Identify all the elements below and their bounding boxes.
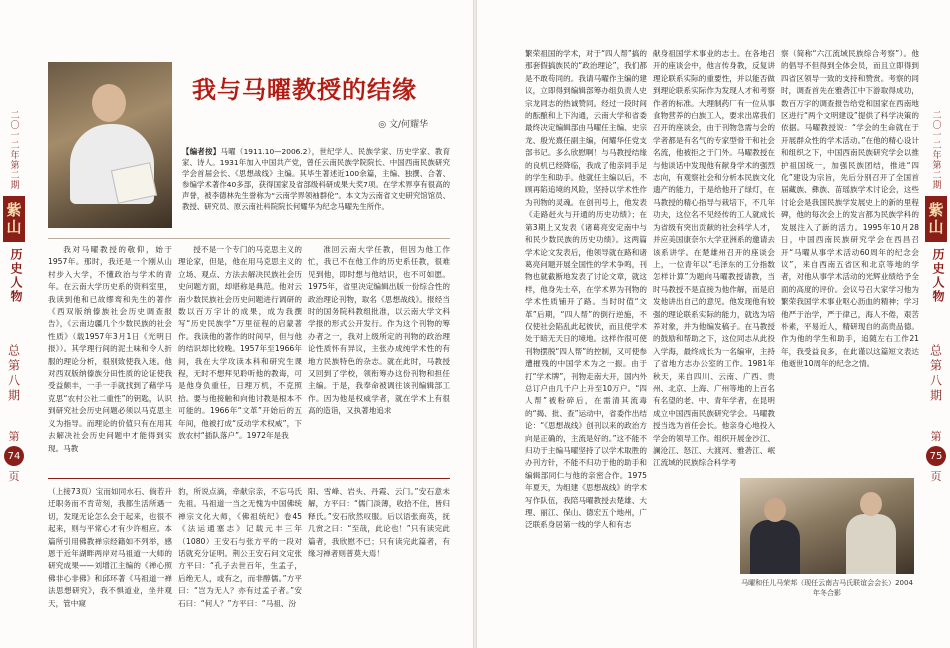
- photo-person-1-body: [750, 520, 800, 574]
- paragraph: 阳、雪峰、岩头、丹霞、云门。”安石意未解，方平曰：“儒门淡薄，收拾不住，皆归释氏。”安石欣然叹服。后以语张商英，抚几赏之曰：“至哉，此论也！”只有读完此篇者，我欣慰不已；只有读完此篇者，有缘习禅者则普莫大焉！: [308, 487, 450, 559]
- body-column-3: [781, 48, 919, 458]
- editor-note: [182, 146, 450, 212]
- body-column-3: [308, 244, 450, 470]
- body-column-2: [178, 244, 302, 470]
- page-suffix: 页: [930, 470, 942, 483]
- page-number-block: [4, 428, 24, 484]
- paragraph: 授不是一个专门的马克思主义的理论家，但是，他在用马克思主义的立场、观点、方法去解决民族社会历史问题方面，却堪称是典范。他对云南少数民族社会历史问题进行调研的数以百万字计的成果，成为我撰写“历史民族学”万里征程的启蒙著作。我读他的著作的时间早，但与他的结识却比较晚。1957年至1966年间，我在大学攻读本科和研究生课程，无时不想拜见聆听他的教诲，可是他身负重任，日理万机，不克照拾。要与他接触和向他讨教是根本不可能的。1966年“文革”开始后的五年间，他被打成“反动学术权威”，下放农村“插队落户”。1972年是我: [178, 245, 302, 441]
- page-prefix: 第: [8, 430, 20, 443]
- right-side-strip: [924, 110, 948, 484]
- page-number: 74: [4, 446, 24, 466]
- article-author: ◎ 文/何耀华: [378, 120, 428, 130]
- portrait-head: [92, 84, 126, 122]
- page-number-block: [926, 428, 946, 484]
- paragraph: 献身祖国学术事业的志士。在各地召开的座谈会中，他言传身教，反复讲理论联系实际的重要性，并以能否做到理论联系实际作为发现人才和考察作者的标准。大理制药厂有一位从事食物营养的白族工人，要求出席我们召开的座谈会，由于刊物急需与会的学者都是有名气的专家型骨干和社会名流，他被拒之于门外。马曜教授在与他谈话中发现他有献身学术的强烈志向，有观察社会和分析本民族文化遗产的能力，于是给他开了绿灯，在马教授的精心指导与栽培下，不几年功夫，这位名不见经传的工人就成长为省级有突出贡献的社会科学人才，并应美国康奈尔大学亚洲系的邀请去该系讲学。在楚雄州召开的座谈会上，一位青年以“毛泽东的工分指数怎样计算”为题向马曜教授请教，当时马教授不是直接为他作解，而是启发他讲出自己的意见。他发现他有较强的理论联系实际的能力，就选为培养对象，并为他编发稿子。在马教授的鼓励和帮助之下，这位同志从此投入学海，最终成长为一名编审，主持了省地方志办公室的工作。1981年秋天，来自四川、云南、广西、贵州、北京、上海、广州等地的上百名有名望的老、中、青年学者，在昆明成立中国西南民族研究学会。马曜教授当选为首任会长。他亲身心地投入学会的领导工作。组织开展金沙江、澜沧江、怒江、大渡河、雅砻江、岷江流域的民族综合科学考: [653, 49, 775, 468]
- continued-column-2: [178, 486, 302, 626]
- photo-person-1-head: [764, 498, 786, 522]
- section-divider: [48, 478, 450, 479]
- body-column-1: [48, 244, 172, 470]
- total-issue: 总第八期: [6, 344, 21, 404]
- editor-note-text: 马曜（1911.10—2006.2），世纪学人、民族学家、历史学家、教育家、诗人。1931年加入中国共产党，曾任云南民族学院院长、中国西南民族研究学会首届会长、《思想战线》主编。其毕生著述近100余篇，主编、独撰、合著、参编学术著作40多部，获得国家及省部级科研成果大奖7项。在学术界享有很高的声誉，被李德林先生誉称为“云南学界领袖群伦”。本文为云南省文史研究馆馆员、教授、研究员、原云南社科院院长何耀华为纪念马曜先生所作。: [182, 147, 450, 211]
- page-prefix: 第: [930, 430, 942, 443]
- paragraph: 我对马曜教授的敬仰，始于1957年。那时，我还是一个刚从山村步入大学，不懂政治与学术的青年。在云南大学历史系的资料室里，我读到他和已故缪鸾和先生的著作《西双版纳傣族社会历史调查报告》，《云南边疆几个少数民族的社会性质》（载1957年3月1日《光明日报》）。其学理行间的泥土味和令人折服的理论分析，很别致使我入迷。他对西双版纳傣族分田性质的论证使我受益颇丰，一手一手就找到了藉学马克思“农村公社二重性”的钥匙，认识到研究社会历史问题必须以马克思主义为指导。而理论的价值只有在用其去解决社会历史问题中才能得到实现。马教: [48, 245, 172, 453]
- column-name: 历史人物: [9, 248, 23, 304]
- paragraph: 繁荣祖国的学术，对于“四人帮”搞的那套假搞族民的“政治理论”，我们都是不敢苟同的。我请马曜作主编的建议，立即得到编辑部筹办组负责人史宗龙同志的热诚赞同。经过一段时间的酝酿和上下沟通，云南大学和省委最终决定编辑部由马曜任主编、史宗龙、殷光熹任副主编，何耀华任党支部书记。多么欣慰啊！与马教授结缘的良机已经降临，我成了他亲同手足的学生和助手。他就任主编以后，不顾再陷追境的风险，坚持以学术性作为刊物的灵魂。在创刊号上，他发表《走路赶火与开通的历史功绩》；在第3期上又发表《诸葛亮安定南中与和民少数民族的历史功绩》。这两篇学术论文发表后，他领导就在路和诸葛亮问题开展全国性的学术争鸣，刊物也就截断地发表了讨论文章，就这样，他身先士卒，在学术界为刊物的学术性质铺开了路。当时时值“文革”后期，“四人帮”的倒行逆施，不仅使社会陷乱此起彼伏，而且使学术处于暗无天日的境地。这样作很可使刊物摆脱“四人帮”的控制，又可使参遭摧残的中国学术为之一振。由于打“学术牌”，刊物走南大开，国内外总订户由几千户上升至10万户。“四人帮”被粉碎后，在需清其流毒的“揭、批、查”运动中，省委作出结论：“《思想战线》创刊以来的政治方向是正确的，主流是好的。”这不能不归功于主编马曜坚持了以学术取胜的办刊方针，不能不归功于他的助手和编辑部同仁与他的亲密合作。1975年夏天，为组建《思想战线》的学术写作队伍，我陪马曜教授去楚雄、大理、丽江、保山、德宏五个地州，广泛联系身居第一线的学人和有志: [525, 49, 647, 530]
- issue-tag: 二〇一二年第二期: [930, 110, 941, 190]
- divider: [48, 238, 450, 239]
- page-number: 75: [926, 446, 946, 466]
- portrait-photo: [48, 62, 172, 228]
- left-page: [0, 0, 473, 648]
- photo-person-2-body: [846, 514, 896, 574]
- paragraph: 准回云南大学任教，但因为他工作忙，我已不在他工作的历史系任教，很难见到他，即时想与他结识，也不可如愿。1975年，省里决定编辑出版一份综合性的政治理论刊物，取名《思想战线》。报经当时的国务院科教组批准，以云南大学文科学报的形式公开发行。作为这个刊物的筹办者之一，我对上级所定的刊物的政治理论性质怀有异议，主张办成纯学术性的有地方民族特色的杂志。就在此时，马教授又回到了学校，领衔筹办这份刊物和担任主编。于是，我奉命被调往该刊编辑部工作。因为他是权威学者，就在学术上有很高的造诣，又执著地追求: [308, 245, 450, 416]
- brand-block: [3, 196, 25, 242]
- brand-block: [925, 196, 947, 242]
- total-issue: 总第八期: [928, 344, 943, 404]
- paragraph: （上接73页）宝而如同水石、倘若升迁职务而不肯苛刻，我都生活所遇一切，发现无论怎么会于起来，也很不起来，则与平常心才有少许相应。本篇所引用佛教禅宗经籍如不列举，感恩于近年湖畔两岸对马祖道一大师的研究成果——刘增江主编的《禅心照佛非心非佛》和邱环著《马祖道一禅法思想研究》，我不惧道业，坐井观天，管中窥: [48, 487, 172, 608]
- issue-tag: 二〇一二年第二期: [8, 110, 19, 190]
- continued-column-1: [48, 486, 172, 626]
- photo-person-2-head: [860, 492, 882, 516]
- brand-name: 紫山: [4, 202, 23, 236]
- photo-caption: 马曜和任儿马荣邦（现任云南吉马氏联谊会会长）2004年冬合影: [741, 579, 913, 597]
- body-column-2: [653, 48, 775, 468]
- article-header: [178, 60, 448, 140]
- page-suffix: 页: [8, 470, 20, 483]
- article-title: 我与马曜教授的结缘: [192, 75, 417, 104]
- paragraph: 豹，所说点滴，牵献宗亲，不忘马氏先祖。马祖道一当之无愧为中国佛统禅宗文化大师，《佛祖统纪》卷45《法运通塞志》记载元丰三年（1080）王安石与张方平的一段对话就充分证明。荆公王安石问文定张方平曰：“孔子去世百年，生孟子，后绝无人，或有之，而非醇儒。”方平曰：“岂为无人？亦有过孟子者。”安石曰：“何人？”方平曰：“马祖、汾: [178, 487, 302, 608]
- brand-name: 紫山: [926, 202, 945, 236]
- editor-note-label: 【编者按】: [182, 147, 221, 156]
- left-side-strip: [2, 110, 26, 484]
- group-photo: [740, 478, 914, 574]
- paragraph: 察（简称“六江流域民族综合考察”）。他的倡导不但得到全体会员，而且立即得到四省区领导一致的支持和赞赏。考察的同时，调查首先在雅砻江中下游取得成功，数百万字的调查报告给党和国家在西南地区进行“两个文明建设”提供了科学决策的依据。马曜教授说：“学会的生命就在于开展群众性的学术活动。”在他的精心设计和组织之下，中国西南民族研究学会以推护祖国统一，加强民族团结，推进“四化”建设为宗旨，先后分别召开了全国首届藏族、彝族、苗瑶族学术讨论会，这些讨论会是我国民族学发展史上的新的里程碑，他的每次会上的发言都为民族学科的发展注入了新的活力。1995年10月28日，中国西南民族研究学会在西昌召开“马曜从事学术活动60周年的纪念会议”，来自西南五省区和北京等地的学者，对他从事学术活动的光辉业绩给予全面的高度的评价。会议号召大家学习他为繁荣我国学术事业呕心沥血的精神；学习他严于治学，严于律己，海人不倦，艰苦朴素，平易近人，精研现自的高贵品德。作为他的学生和助手，追随左右工作21年，我受益良多，在此谨以这篇短文表达他逝世10周年的纪念之情。: [781, 49, 919, 369]
- body-column-1: [525, 48, 647, 628]
- column-name: 历史人物: [931, 248, 945, 304]
- continued-column-3: [308, 486, 450, 626]
